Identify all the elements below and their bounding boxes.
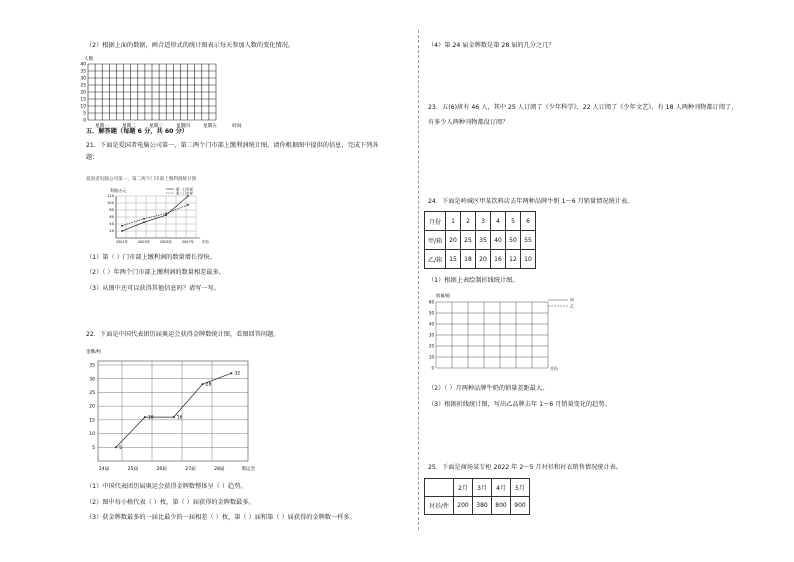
table-24-cell: 月份 xyxy=(425,212,446,231)
table-25-cell: 2月 xyxy=(454,479,473,497)
chart-c-xtick: 25届 xyxy=(127,467,139,472)
table-24-cell: 12 xyxy=(506,250,521,269)
chart-b-series-line-1 xyxy=(122,196,188,231)
chart-b-point xyxy=(165,214,167,216)
chart-b-ylabel: 利润/万元 xyxy=(110,188,127,193)
chart-a-ytick: 15 xyxy=(80,97,86,103)
table-24-cell: 10 xyxy=(521,250,536,269)
chart-c-ytick: 10 xyxy=(89,432,95,438)
q21-3: （3）从图中还可以获得其他信息吗？请写一写。 xyxy=(86,285,220,292)
chart-c-data-label: 16 xyxy=(147,415,154,421)
chart-a-ytick: 20 xyxy=(80,90,86,96)
chart-a-ytick: 0 xyxy=(83,118,86,124)
table-24-cell: 2 xyxy=(461,212,476,231)
chart-a-ytick: 30 xyxy=(80,76,86,82)
q24-intro: 24．下面是岭城区甲某饮料店去年两种品牌牛奶 1～6 月销量情况统计表。 xyxy=(428,198,634,205)
table-24-cell: 4 xyxy=(491,212,506,231)
chart-c-data-label: 16 xyxy=(176,415,183,421)
chart-c xyxy=(84,345,274,475)
chart-b-point xyxy=(165,213,167,215)
chart-c-point xyxy=(144,416,146,418)
chart-d-grid xyxy=(424,292,594,378)
chart-a-xtick: 时间 xyxy=(232,124,242,129)
table-25-cell: 5月 xyxy=(511,479,530,497)
chart-d-xunit: 月份 xyxy=(550,366,558,371)
table-25-cell: 4月 xyxy=(492,479,511,497)
chart-a-ylabel: 人数 xyxy=(84,57,94,62)
table-24-row xyxy=(425,212,536,231)
chart-b-series-line-2 xyxy=(122,205,188,226)
table-24-cell: 25 xyxy=(461,231,476,250)
chart-b-xtick: 2007年 xyxy=(181,240,195,244)
q21-line1: 21．下面是爱国者电脑公司第一、第二两个门市部上缴利润统计图，请你根据图中提供的信息，完成下列各 xyxy=(86,142,379,149)
q2-prompt: （2）根据上面的数据，画合适形式的统计图表示每天参加人数的变化情况。 xyxy=(86,42,295,49)
chart-a-ytick: 5 xyxy=(83,111,86,117)
q23-line2: 有多少人两种刊物都没订阅？ xyxy=(428,119,509,126)
table-24-cell: 55 xyxy=(521,231,536,250)
table-24-cell: 50 xyxy=(506,231,521,250)
chart-c-ytick: 35 xyxy=(89,363,95,369)
chart-b-legend-label-2: 第二门市部 xyxy=(176,191,193,196)
chart-a-ytick: 40 xyxy=(80,62,86,68)
chart-c-ytick: 15 xyxy=(89,418,95,424)
chart-a-xtick: 星期一 xyxy=(95,124,109,129)
chart-c-point xyxy=(115,446,117,448)
q21-2: （2）（ ）年两个门市部上缴利润的数量相差最多。 xyxy=(86,269,225,276)
table-25-cell: 900 xyxy=(511,497,530,515)
q4-prompt: （4）第 24 届金牌数是第 28 届的几分之几？ xyxy=(428,42,555,49)
chart-d-ylabel: 销量/箱 xyxy=(436,293,450,298)
chart-b-ytick: 20 xyxy=(109,229,114,234)
chart-a-xtick: 星期三 xyxy=(149,124,163,129)
q24-3: （3）根据折线统计图，写出乙品牌去年 1～6 月销量变化的趋势。 xyxy=(428,401,611,408)
chart-b-point xyxy=(121,230,123,232)
chart-b-ytick: 80 xyxy=(109,208,114,213)
chart-b-legend-label-1: 第一门市部 xyxy=(176,187,193,192)
chart-b-ytick: 100 xyxy=(107,201,114,206)
q24-1: （1）根据上表绘制折线统计图。 xyxy=(428,277,519,284)
chart-a-xtick: 星期四 xyxy=(176,124,190,129)
chart-c-ytick: 30 xyxy=(89,377,95,383)
chart-a-xtick: 星期五 xyxy=(203,124,217,129)
q21-line2: 题： xyxy=(86,154,99,161)
chart-b-xtick: 2003年 xyxy=(137,240,151,244)
chart-d-ytick: 30 xyxy=(428,332,434,338)
table-24 xyxy=(424,211,536,269)
chart-c-point xyxy=(173,416,175,418)
chart-d-ytick: 60 xyxy=(428,299,434,305)
table-25-row xyxy=(425,497,530,515)
chart-c-series-line xyxy=(116,373,231,447)
chart-d-ytick: 20 xyxy=(428,343,434,349)
chart-d-ytick: 10 xyxy=(428,354,434,360)
table-24-cell: 3 xyxy=(476,212,491,231)
table-24-cell: 6 xyxy=(521,212,536,231)
chart-b-ytick: 40 xyxy=(109,222,114,227)
table-24-cell: 5 xyxy=(506,212,521,231)
q24-2: （2）（ ）月两种品牌牛奶的销量差距最大。 xyxy=(428,385,549,392)
chart-d-ytick: 40 xyxy=(428,321,434,327)
chart-c-ytick: 5 xyxy=(92,445,95,451)
table-24-row xyxy=(425,231,536,250)
chart-a-xtick: 星期二 xyxy=(122,124,136,129)
chart-b-xtick: 2001年 xyxy=(115,240,129,244)
chart-d-ytick: 0 xyxy=(431,365,434,371)
table-24-cell: 18 xyxy=(461,250,476,269)
chart-a-grid xyxy=(70,56,240,128)
chart-b-xunit: 年份 xyxy=(202,240,209,244)
chart-a-ytick: 35 xyxy=(80,69,86,75)
column-divider xyxy=(418,30,419,530)
table-25-cell xyxy=(425,479,454,497)
chart-b-point xyxy=(187,204,189,206)
table-25-cell: 800 xyxy=(492,497,511,515)
chart-b-xtick: 2005年 xyxy=(159,240,173,244)
chart-c-point xyxy=(202,383,204,385)
chart-a-ytick: 10 xyxy=(80,104,86,110)
q25-intro: 25．下面是商场某专柜 2022 年 2～5 月衬衫和衬衣销售情况统计表。 xyxy=(428,464,623,471)
chart-b-title: 爱国者电脑公司第一、第二两个门市部上缴利润统计图 xyxy=(86,177,197,182)
table-25-cell: 200 xyxy=(454,497,473,515)
chart-b-point xyxy=(121,225,123,227)
chart-b-point xyxy=(143,221,145,223)
table-25-cell: 380 xyxy=(473,497,492,515)
chart-b-ytick: 60 xyxy=(109,215,114,220)
chart-b-ytick: 120 xyxy=(107,194,114,199)
table-24-cell: 20 xyxy=(446,231,461,250)
chart-c-xtick: 26届 xyxy=(156,467,167,472)
table-24-row xyxy=(425,250,536,269)
q23-line1: 23．五(6)班有 46 人，其中 25 人订阅了《少年科学》，22 人订阅了《少年文艺》，有 18 人两种刊物都订阅了， xyxy=(428,104,738,111)
chart-c-data-label: 32 xyxy=(234,371,241,377)
table-24-cell: 40 xyxy=(491,231,506,250)
chart-d-legend-label-1: 甲 xyxy=(570,297,574,303)
chart-c-xtick: 27届 xyxy=(185,467,196,472)
chart-a-ytick: 25 xyxy=(80,83,86,89)
chart-b-point xyxy=(143,218,145,220)
chart-c-data-label: 5 xyxy=(119,445,122,451)
table-24-cell: 乙/箱 xyxy=(425,250,446,269)
q22-1: （1）中国代表团历届奥运会获得金牌数整体呈（ ）趋势。 xyxy=(86,483,247,490)
chart-d-legend-label-2: 乙 xyxy=(570,303,574,309)
q22-3: （3）获金牌数最多的一届比最少的一届相差（ ）枚，第（ ）届和第（ ）届获得的金牌数一样多。 xyxy=(86,514,356,521)
chart-b xyxy=(96,186,226,248)
q22-intro: 22．下面是中国代表团历届奥运会获得金牌数统计图，看图回答问题。 xyxy=(86,331,280,338)
chart-c-ytick: 20 xyxy=(89,404,95,410)
table-24-cell: 15 xyxy=(446,250,461,269)
chart-c-data-label: 28 xyxy=(205,382,212,388)
chart-c-xtick: 奥运会 xyxy=(241,467,256,472)
table-24-cell: 甲/箱 xyxy=(425,231,446,250)
table-24-cell: 20 xyxy=(476,250,491,269)
table-25-cell: 衬衫/件 xyxy=(425,497,454,515)
chart-d-ytick: 50 xyxy=(428,310,434,316)
q22-2: （2）图中每小格代表（ ）枚，第（ ）届获得的金牌数最多。 xyxy=(86,499,255,506)
chart-b-point xyxy=(187,195,189,197)
chart-c-ylabel: 金牌/枚 xyxy=(86,350,102,355)
chart-c-xtick: 24届 xyxy=(98,467,110,472)
chart-c-xtick: 28届 xyxy=(214,467,225,472)
table-24-cell: 1 xyxy=(446,212,461,231)
table-24-cell: 35 xyxy=(476,231,491,250)
chart-c-point xyxy=(230,372,232,374)
table-25 xyxy=(424,478,530,515)
table-25-cell: 3月 xyxy=(473,479,492,497)
table-24-cell: 16 xyxy=(491,250,506,269)
table-25-row xyxy=(425,479,530,497)
q21-1: （1）第（ ）门市部上缴利润的数量增长得快。 xyxy=(86,254,216,261)
section5-heading: 五．解答题（每题 6 分，共 60 分） xyxy=(86,128,188,135)
chart-c-ytick: 25 xyxy=(89,391,95,397)
